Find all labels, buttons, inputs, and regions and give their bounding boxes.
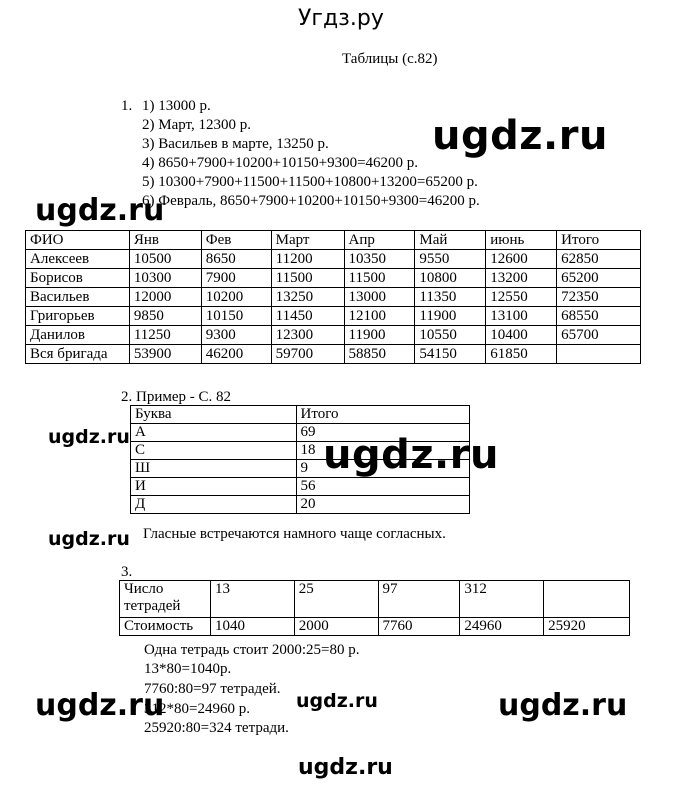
table-cell: 18	[296, 442, 470, 460]
watermark: ugdz.ru	[48, 528, 130, 550]
table-cell: 10550	[415, 326, 486, 345]
table-row	[26, 288, 641, 307]
table-cell: 9300	[201, 326, 271, 345]
task1-answer-6: 6) Февраль, 8650+7900+10200+10150+9300=46200 р.	[142, 193, 480, 209]
task2-title: 2. Пример - С. 82	[121, 389, 232, 405]
table-cell: Ш	[131, 460, 297, 478]
table-cell: 13200	[486, 269, 557, 288]
task1-answer-1: 1) 13000 р.	[142, 98, 211, 114]
table-cell: 9	[296, 460, 470, 478]
task1-answer-4: 4) 8650+7900+10200+10150+9300=46200 р.	[142, 155, 419, 171]
table-cell: 11500	[271, 269, 344, 288]
table-cell: 11250	[129, 326, 201, 345]
task2-conclusion: Гласные встречаются намного чаще согласных.	[143, 526, 446, 542]
watermark: ugdz.ru	[298, 755, 393, 780]
task3-line-1: Одна тетрадь стоит 2000:25=80 р.	[144, 642, 360, 658]
task3-line-3: 7760:80=97 тетрадей.	[144, 681, 281, 697]
table-row	[26, 345, 641, 364]
table-cell: Борисов	[26, 269, 130, 288]
table-cell: 9850	[129, 307, 201, 326]
table-row	[120, 618, 630, 636]
table-cell: 72350	[557, 288, 641, 307]
table-cell: 13100	[486, 307, 557, 326]
table-row	[131, 496, 470, 514]
table-cell: 7900	[201, 269, 271, 288]
table-cell: 65700	[557, 326, 641, 345]
task1-answer-2: 2) Март, 12300 р.	[142, 117, 251, 133]
table-cell: 10150	[201, 307, 271, 326]
table-cell: 11500	[344, 269, 415, 288]
header-cell: Янв	[129, 231, 201, 250]
header-cell: Май	[415, 231, 486, 250]
table-cell: 68550	[557, 307, 641, 326]
table-cell: 54150	[415, 345, 486, 364]
table-cell: 12600	[486, 250, 557, 269]
table-cell: 10200	[201, 288, 271, 307]
table-cell: 12550	[486, 288, 557, 307]
table-cell: 53900	[129, 345, 201, 364]
table-cell: 2000	[294, 618, 378, 636]
task1-number: 1.	[121, 98, 133, 114]
table-row	[120, 581, 630, 618]
table-cell: 12000	[129, 288, 201, 307]
table-cell: 10400	[486, 326, 557, 345]
table-cell: 11450	[271, 307, 344, 326]
table-cell: И	[131, 478, 297, 496]
page-subtitle: Таблицы (с.82)	[342, 51, 438, 67]
table-cell: 97	[378, 581, 460, 618]
task3-line-4: 312*80=24960 р.	[144, 701, 250, 717]
table-cell: 24960	[460, 618, 544, 636]
task2-table-header	[131, 406, 470, 424]
watermark: ugdz.ru	[48, 426, 130, 448]
table-cell: 8650	[201, 250, 271, 269]
table-cell: 58850	[344, 345, 415, 364]
row-label: Число тетрадей	[120, 581, 211, 618]
header-cell: Фев	[201, 231, 271, 250]
table-cell: 65200	[557, 269, 641, 288]
table-cell: Данилов	[26, 326, 130, 345]
table-cell: Д	[131, 496, 297, 514]
table-cell: 25920	[544, 618, 630, 636]
header-cell: ФИО	[26, 231, 130, 250]
watermark: ugdz.ru	[35, 688, 165, 723]
table-cell: 56	[296, 478, 470, 496]
table-cell: 11900	[415, 307, 486, 326]
header-cell: Итого	[296, 406, 470, 424]
table-cell: 10500	[129, 250, 201, 269]
table-cell: 13250	[271, 288, 344, 307]
watermark: ugdz.ru	[498, 688, 628, 723]
table-row	[26, 269, 641, 288]
task1-answer-5: 5) 10300+7900+11500+11500+10800+13200=65200 р.	[142, 174, 478, 190]
table-cell: Васильев	[26, 288, 130, 307]
table-cell: А	[131, 424, 297, 442]
table-row	[26, 250, 641, 269]
table-cell: 10350	[344, 250, 415, 269]
table-cell: 7760	[378, 618, 460, 636]
table-cell: 25	[294, 581, 378, 618]
site-header: Угдз.ру	[298, 6, 384, 31]
task3-table	[119, 580, 630, 636]
table-cell	[557, 345, 641, 364]
table-cell: 13	[210, 581, 294, 618]
table-cell: 1040	[210, 618, 294, 636]
table-cell: Григорьев	[26, 307, 130, 326]
table-cell: 20	[296, 496, 470, 514]
table-cell: С	[131, 442, 297, 460]
task3-line-5: 25920:80=324 тетради.	[144, 720, 289, 736]
watermark: ugdz.ru	[323, 432, 499, 478]
table-cell: 62850	[557, 250, 641, 269]
task3-line-2: 13*80=1040р.	[144, 661, 232, 677]
table-row	[131, 478, 470, 496]
watermark: ugdz.ru	[432, 113, 608, 159]
table-cell: 10300	[129, 269, 201, 288]
header-cell: Апр	[344, 231, 415, 250]
table-cell: 9550	[415, 250, 486, 269]
watermark: ugdz.ru	[35, 193, 165, 228]
header-cell: июнь	[486, 231, 557, 250]
table-cell: 11900	[344, 326, 415, 345]
header-cell: Буква	[131, 406, 297, 424]
table-cell: 69	[296, 424, 470, 442]
table-cell: 12300	[271, 326, 344, 345]
table-row	[26, 326, 641, 345]
watermark: ugdz.ru	[296, 690, 378, 712]
header-cell: Итого	[557, 231, 641, 250]
table-cell: 11200	[271, 250, 344, 269]
task1-answer-3: 3) Васильев в марте, 13250 р.	[142, 136, 329, 152]
table-cell: 13000	[344, 288, 415, 307]
table-cell: 10800	[415, 269, 486, 288]
table-cell: 11350	[415, 288, 486, 307]
table-cell	[544, 581, 630, 618]
table-cell: Алексеев	[26, 250, 130, 269]
task1-table-header	[26, 231, 641, 250]
task1-table	[25, 230, 641, 364]
table-cell: 59700	[271, 345, 344, 364]
task3-number: 3.	[121, 564, 133, 580]
row-label: Стоимость	[120, 618, 211, 636]
table-cell: 312	[460, 581, 544, 618]
table-cell: 46200	[201, 345, 271, 364]
table-cell: Вся бригада	[26, 345, 130, 364]
header-cell: Март	[271, 231, 344, 250]
table-cell: 61850	[486, 345, 557, 364]
table-cell: 12100	[344, 307, 415, 326]
table-row	[26, 307, 641, 326]
